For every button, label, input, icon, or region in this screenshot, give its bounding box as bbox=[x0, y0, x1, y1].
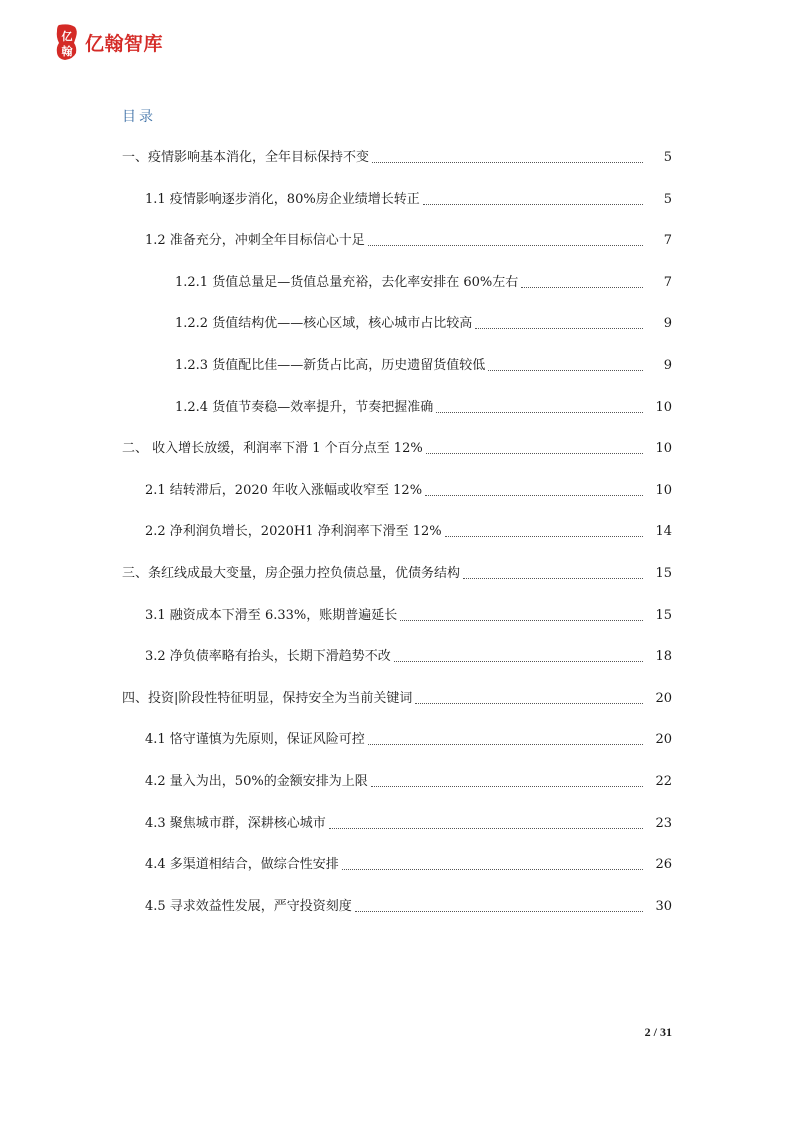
toc-entry[interactable] bbox=[0, 272, 672, 292]
toc-leader-dots bbox=[394, 661, 643, 662]
toc-entry-text: 3.2 净负债率略有抬头，长期下滑趋势不改 bbox=[145, 649, 391, 664]
toc-entry[interactable] bbox=[0, 230, 672, 250]
toc-entry[interactable] bbox=[0, 397, 672, 417]
toc-entry-page: 5 bbox=[663, 192, 672, 207]
toc-entry[interactable] bbox=[0, 563, 672, 583]
toc-entry-page: 15 bbox=[655, 608, 672, 623]
svg-text:亿: 亿 bbox=[61, 30, 73, 43]
toc-entry-page: 20 bbox=[655, 732, 672, 747]
toc-leader-dots bbox=[368, 744, 643, 745]
toc-entry-text: 二、 收入增长放缓，利润率下滑 1 个百分点至 12% bbox=[122, 441, 423, 456]
toc-leader-dots bbox=[426, 453, 643, 454]
toc-title: 目录 bbox=[122, 109, 156, 125]
toc-entry[interactable] bbox=[0, 147, 672, 167]
toc-entry-page: 10 bbox=[655, 400, 672, 415]
toc-entry-text: 一、疫情影响基本消化，全年目标保持不变 bbox=[122, 150, 370, 165]
svg-text:翰: 翰 bbox=[61, 45, 73, 58]
toc-leader-dots bbox=[355, 911, 643, 912]
toc-entry-page: 9 bbox=[663, 358, 672, 373]
toc-leader-dots bbox=[329, 828, 643, 829]
toc-entry-text: 三、条红线成最大变量，房企强力控负债总量，优债务结构 bbox=[122, 566, 461, 581]
toc-leader-dots bbox=[436, 412, 643, 413]
toc-entry[interactable] bbox=[0, 480, 672, 500]
toc-leader-dots bbox=[475, 328, 643, 329]
logo-mark-icon bbox=[55, 23, 79, 61]
toc-entry-text: 4.5 寻求效益性发展，严守投资刻度 bbox=[145, 899, 352, 914]
toc-entry[interactable] bbox=[0, 688, 672, 708]
toc-entry-page: 18 bbox=[655, 649, 672, 664]
toc-entry[interactable] bbox=[0, 189, 672, 209]
toc-entry-text: 1.2.2 货值结构优——核心区域，核心城市占比较高 bbox=[175, 316, 473, 331]
toc-leader-dots bbox=[425, 495, 643, 496]
toc-entry[interactable] bbox=[0, 896, 672, 916]
toc-entry[interactable] bbox=[0, 313, 672, 333]
toc-entry[interactable] bbox=[0, 854, 672, 874]
toc-entry[interactable] bbox=[0, 521, 672, 541]
toc-entry[interactable] bbox=[0, 646, 672, 666]
page-number: 2 / 31 bbox=[644, 1025, 672, 1039]
toc-entry-page: 26 bbox=[655, 857, 672, 872]
toc-entry-page: 5 bbox=[663, 150, 672, 165]
toc-entry-text: 2.1 结转滞后，2020 年收入涨幅或收窄至 12% bbox=[145, 483, 423, 498]
toc-entry-text: 4.2 量入为出，50%的金额安排为上限 bbox=[145, 774, 368, 789]
toc-entry-text: 1.2 准备充分，冲刺全年目标信心十足 bbox=[145, 233, 365, 248]
toc-entry[interactable] bbox=[0, 355, 672, 375]
toc-leader-dots bbox=[368, 245, 643, 246]
toc-entry[interactable] bbox=[0, 813, 672, 833]
toc-entry-text: 4.3 聚焦城市群，深耕核心城市 bbox=[145, 816, 326, 831]
logo bbox=[55, 22, 163, 62]
toc-entry-page: 7 bbox=[663, 233, 672, 248]
toc-entry-text: 1.2.3 货值配比佳——新货占比高，历史遗留货值较低 bbox=[175, 358, 486, 373]
toc-entry-text: 2.2 净利润负增长，2020H1 净利润率下滑至 12% bbox=[145, 524, 442, 539]
toc-leader-dots bbox=[342, 869, 643, 870]
toc-leader-dots bbox=[488, 370, 643, 371]
toc-entry-page: 22 bbox=[655, 774, 672, 789]
toc-entry-page: 7 bbox=[663, 275, 672, 290]
toc-leader-dots bbox=[463, 578, 643, 579]
logo-text: 亿翰智库 bbox=[85, 32, 164, 55]
toc-entry[interactable] bbox=[0, 771, 672, 791]
toc-entry-page: 10 bbox=[655, 441, 672, 456]
toc-entry-text: 4.1 恪守谨慎为先原则，保证风险可控 bbox=[145, 732, 365, 747]
toc-leader-dots bbox=[400, 620, 643, 621]
toc-entry-page: 14 bbox=[655, 524, 672, 539]
toc-entry-text: 四、投资|阶段性特征明显，保持安全为当前关键词 bbox=[122, 691, 413, 706]
toc-entry-page: 23 bbox=[655, 816, 672, 831]
toc-entry-text: 1.2.4 货值节奏稳—效率提升，节奏把握准确 bbox=[175, 400, 434, 415]
toc-leader-dots bbox=[423, 204, 643, 205]
toc-entry-text: 1.1 疫情影响逐步消化，80%房企业绩增长转正 bbox=[145, 192, 420, 207]
toc-leader-dots bbox=[415, 703, 643, 704]
toc-leader-dots bbox=[372, 162, 643, 163]
toc-leader-dots bbox=[445, 536, 643, 537]
toc-entry[interactable] bbox=[0, 605, 672, 625]
toc-leader-dots bbox=[521, 287, 643, 288]
toc-leader-dots bbox=[371, 786, 643, 787]
toc-entry-text: 3.1 融资成本下滑至 6.33%，账期普遍延长 bbox=[145, 608, 398, 623]
toc-entry-page: 30 bbox=[655, 899, 672, 914]
toc-entry-page: 15 bbox=[655, 566, 672, 581]
toc-entry-text: 1.2.1 货值总量足—货值总量充裕，去化率安排在 60%左右 bbox=[175, 275, 519, 290]
toc-entry-page: 9 bbox=[663, 316, 672, 331]
toc-entry-page: 10 bbox=[655, 483, 672, 498]
toc-entry[interactable] bbox=[0, 729, 672, 749]
toc-entry-text: 4.4 多渠道相结合，做综合性安排 bbox=[145, 857, 339, 872]
toc-entry[interactable] bbox=[0, 438, 672, 458]
toc-entry-page: 20 bbox=[655, 691, 672, 706]
